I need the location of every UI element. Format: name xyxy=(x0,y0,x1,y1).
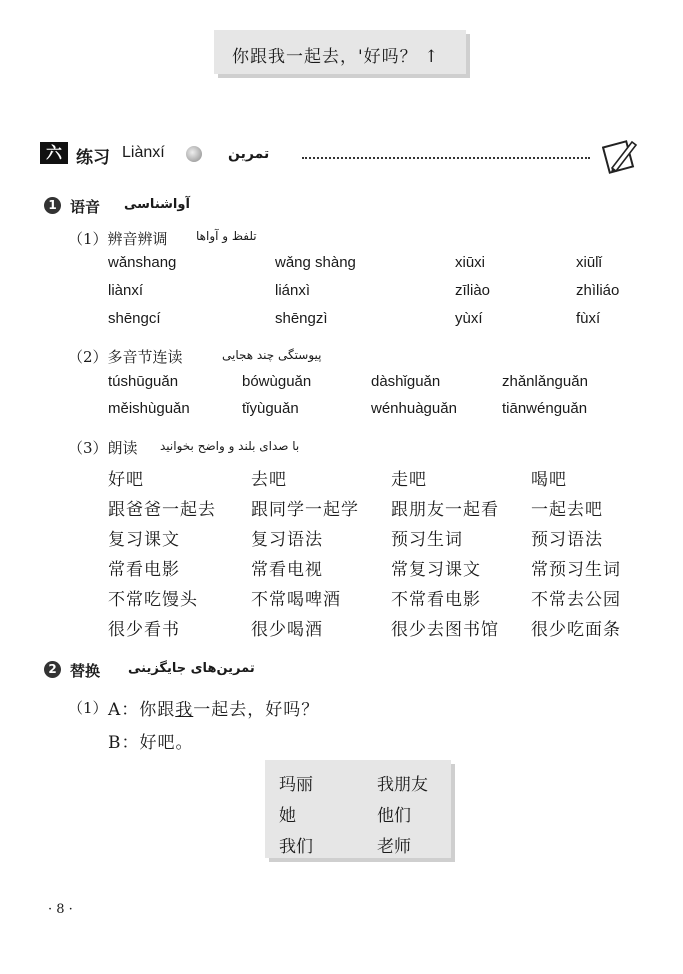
page-number: · 8 · xyxy=(48,902,73,917)
pinyin-word: zhǎnlǎnguǎn xyxy=(502,373,588,390)
reading-phrase: 复习课文 xyxy=(108,530,180,550)
reading-phrase: 不常去公园 xyxy=(531,590,621,610)
dialogue-a-suffix: 一起去，好吗？ xyxy=(193,700,320,720)
pinyin-word: túshūguǎn xyxy=(108,373,179,390)
pinyin-word: bówùguǎn xyxy=(242,373,312,390)
reading-phrase: 不常吃馒头 xyxy=(108,590,198,610)
item3-persian: با صدای بلند و واضح بخوانید xyxy=(160,439,300,453)
item1-label: （1）辨音辨调 xyxy=(68,230,168,248)
reading-phrase: 预习语法 xyxy=(531,530,603,550)
part2-item-label: （1） xyxy=(68,699,108,717)
reading-phrase: 常看电视 xyxy=(251,560,323,580)
pinyin-word: tiānwénguǎn xyxy=(502,400,588,417)
pinyin-word: dàshǐguǎn xyxy=(371,373,441,390)
pinyin-word: měishùguǎn xyxy=(108,400,190,417)
reading-phrase: 不常看电影 xyxy=(391,590,481,610)
dialogue-line-a xyxy=(108,695,319,720)
reading-phrase: 常预习生词 xyxy=(531,560,621,580)
reading-phrase: 很少喝酒 xyxy=(251,620,323,640)
reading-phrase: 很少看书 xyxy=(108,620,180,640)
pencil-checkbox-icon xyxy=(602,138,636,172)
section-title: 练习 xyxy=(76,148,110,168)
section-pinyin: Liànxí xyxy=(122,144,165,161)
pinyin-word: xiūxi xyxy=(455,254,486,271)
reading-phrase: 走吧 xyxy=(391,470,427,490)
reading-phrase: 跟朋友一起看 xyxy=(391,500,499,520)
pinyin-word: fùxí xyxy=(576,310,601,327)
item2-persian: پیوستگی چند هجایی xyxy=(222,348,322,362)
pinyin-word: yùxí xyxy=(455,310,483,327)
reading-phrase: 好吧 xyxy=(108,470,144,490)
pinyin-word: xiūlǐ xyxy=(576,254,602,271)
reading-phrase: 不常喝啤酒 xyxy=(251,590,341,610)
pinyin-word: wénhuàguǎn xyxy=(371,400,457,417)
reading-phrase: 一起去吧 xyxy=(531,500,603,520)
substitution-box xyxy=(265,760,451,858)
reading-phrase: 常复习课文 xyxy=(391,560,481,580)
dialogue-a-prefix: A：你跟 xyxy=(108,700,176,720)
pinyin-word: liánxì xyxy=(275,282,311,299)
substitution-word: 我朋友 xyxy=(377,775,428,795)
reading-phrase: 喝吧 xyxy=(531,470,567,490)
reading-phrase: 预习生词 xyxy=(391,530,463,550)
pinyin-word: tǐyùguǎn xyxy=(242,400,299,417)
circle-icon xyxy=(186,146,202,162)
reading-phrase: 常看电影 xyxy=(108,560,180,580)
example-sentence-box xyxy=(214,30,466,74)
substitution-word: 她 xyxy=(279,806,296,826)
item1-persian: تلفظ و آواها xyxy=(196,229,257,243)
pinyin-word: liànxí xyxy=(108,282,144,299)
reading-phrase: 去吧 xyxy=(251,470,287,490)
reading-phrase: 跟同学一起学 xyxy=(251,500,359,520)
dotted-rule xyxy=(302,157,590,159)
item2-label: （2）多音节连读 xyxy=(68,348,183,366)
part1-number: 1 xyxy=(44,197,61,214)
substitution-word: 玛丽 xyxy=(279,775,313,795)
pinyin-word: wǎnshang xyxy=(108,254,177,271)
reading-phrase: 跟爸爸一起去 xyxy=(108,500,216,520)
pinyin-word: zhìliáo xyxy=(576,282,620,299)
dialogue-a-underlined: 我 xyxy=(175,700,194,720)
reading-phrase: 很少去图书馆 xyxy=(391,620,499,640)
part1-persian-title: آواشناسی xyxy=(124,197,190,212)
part2-title: 替换 xyxy=(70,662,101,680)
item3-label: （3）朗读 xyxy=(68,439,138,457)
part2-number: 2 xyxy=(44,661,61,678)
example-sentence: 你跟我一起去，'好吗？ ↑ xyxy=(232,47,440,67)
pinyin-word: wǎng shàng xyxy=(275,254,356,271)
section-persian-title: تمرین xyxy=(228,146,270,162)
part1-title: 语音 xyxy=(70,198,101,216)
substitution-word: 他们 xyxy=(377,806,411,826)
dialogue-line-b: B：好吧。 xyxy=(108,733,194,753)
reading-phrase: 很少吃面条 xyxy=(531,620,621,640)
pinyin-word: shēngcí xyxy=(108,310,161,327)
pinyin-word: shēngzì xyxy=(275,310,328,327)
section-number: 六 xyxy=(40,142,68,164)
substitution-word: 老师 xyxy=(377,837,411,857)
substitution-word: 我们 xyxy=(279,837,313,857)
pinyin-word: zīliào xyxy=(455,282,491,299)
reading-phrase: 复习语法 xyxy=(251,530,323,550)
part2-persian-title: تمرین‌های جایگزینی xyxy=(128,661,255,676)
